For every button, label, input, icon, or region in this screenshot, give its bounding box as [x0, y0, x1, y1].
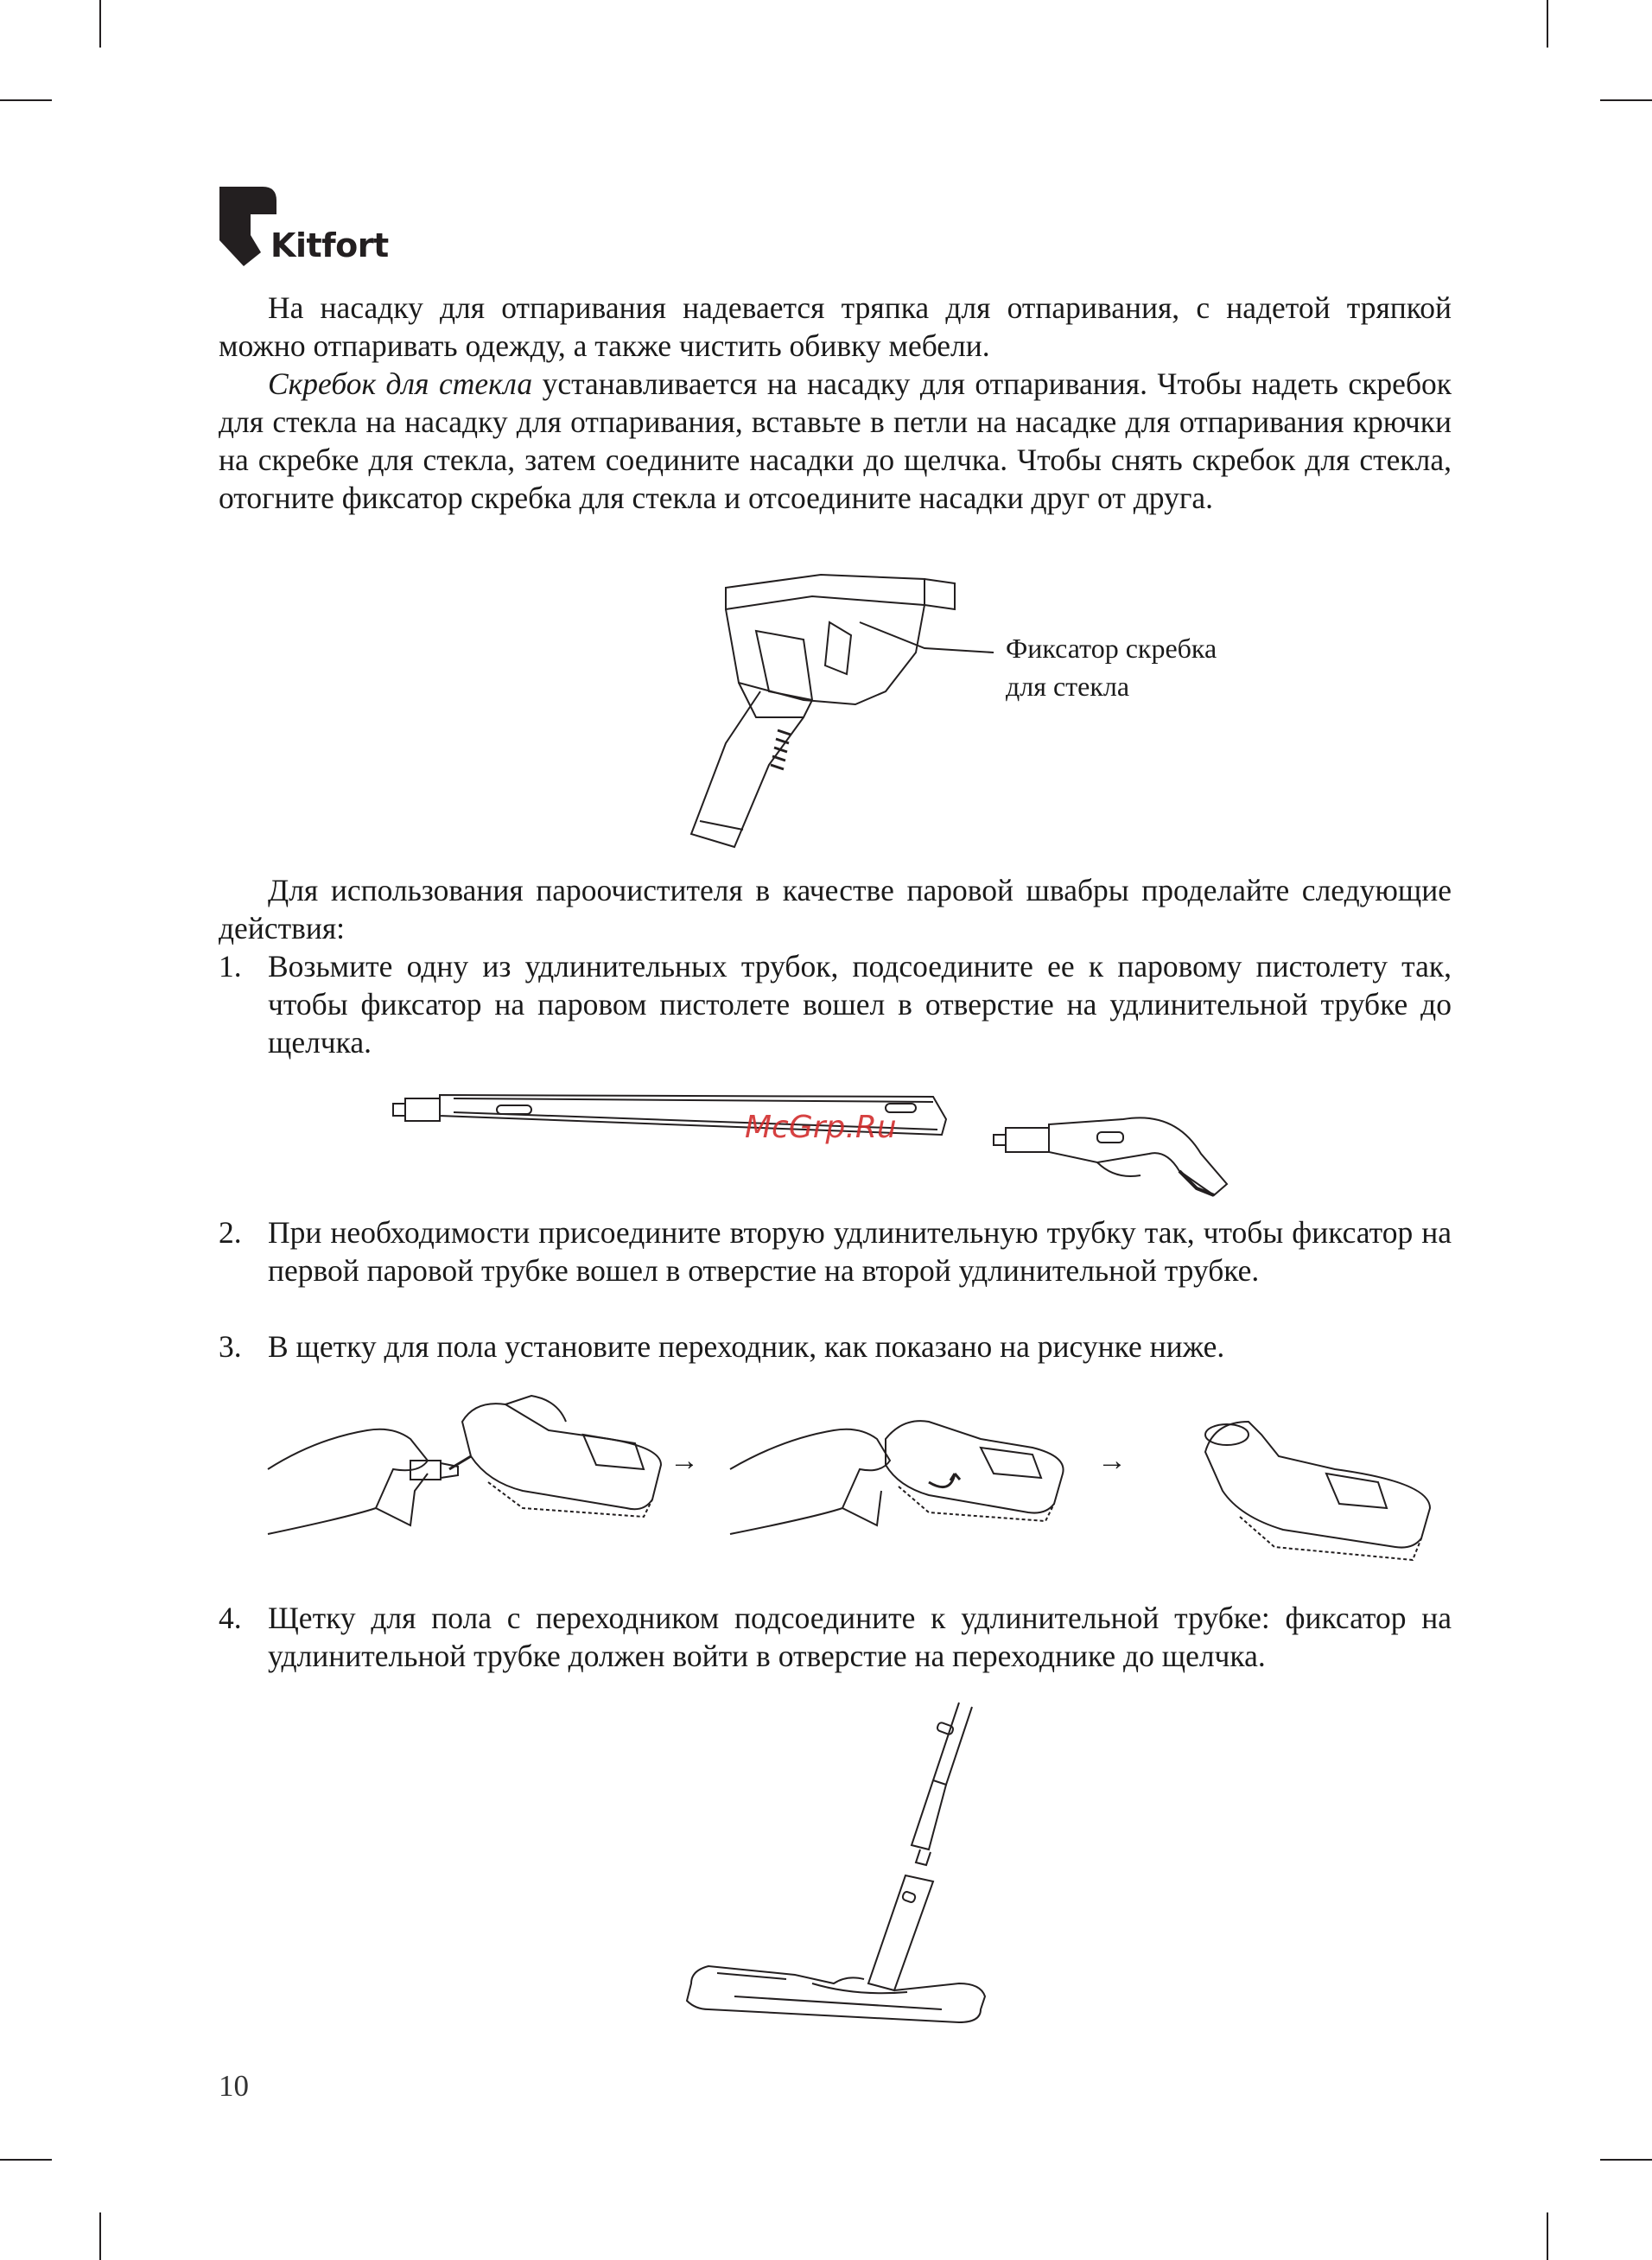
- logo-text: Kitfort: [270, 226, 389, 264]
- crop-mark: [1547, 2212, 1548, 2260]
- list-item-text: Возьмите одну из удлинительных трубок, подсоедините ее к паровому пистолету так, чтобы фиксатор на паровом пистолете вошел в отверстие на удлинительной трубке до щелчка.: [268, 949, 1452, 1060]
- paragraph-glass-scraper: [219, 365, 1452, 517]
- mop-assembly-drawing: [683, 1698, 1045, 2027]
- figure-mop-assembly: [683, 1698, 1045, 2027]
- crop-mark: [1600, 99, 1652, 101]
- list-item-text: Щетку для пола с переходником подсоедините к удлинительной трубке: фиксатор на удлинительной трубке должен войти в отверстие на переходнике до щелчка.: [268, 1601, 1452, 1673]
- list-item-number: 4.: [219, 1601, 242, 1635]
- list-item-text: В щетку для пола установите переходник, как показано на рисунке ниже.: [268, 1329, 1225, 1364]
- page-number: 10: [219, 2069, 249, 2103]
- crop-mark: [1547, 0, 1548, 48]
- figure-caption: [1006, 629, 1217, 705]
- extension-tube-drawing: [389, 1085, 1296, 1206]
- list-item-number: 2.: [219, 1215, 242, 1250]
- glass-scraper-drawing: [674, 570, 1002, 864]
- adapter-installation-drawing: [264, 1387, 1456, 1569]
- caption-line-1: Фиксатор скребка: [1006, 633, 1217, 664]
- figure-adapter-installation: [264, 1387, 1456, 1569]
- crop-mark: [0, 99, 52, 101]
- caption-line-2: для стекла: [1006, 671, 1130, 702]
- paragraph-steam-mop-intro: Для использования пароочистителя в качестве паровой швабры проделайте следующие действия:: [219, 873, 1452, 945]
- crop-mark: [1600, 2159, 1652, 2161]
- figure-extension-tube: [389, 1085, 1296, 1206]
- list-item-number: 3.: [219, 1329, 242, 1364]
- paragraph-glass-scraper-text: устанавливается на насадку для отпаривания. Чтобы надеть скребок для стекла на насадку для отпаривания, вставьте в петли на насадке для отпаривания крючки на скребке для стекла, затем соедините насадки до щелчка. Чтобы снять скребок для стекла, отогните фиксатор скребка для стекла и отсоедините насадки друг от друга.: [219, 366, 1452, 515]
- kitfort-logo-mark-icon: [218, 185, 278, 268]
- list-item-text: При необходимости присоедините вторую удлинительную трубку так, чтобы фиксатор на первой паровой трубке вошел в отверстие на второй удлинительной трубке.: [268, 1215, 1452, 1288]
- paragraph-steam-cloth: На насадку для отпаривания надевается тряпка для отпаривания, с надетой тряпкой можно отпаривать одежду, а также чистить обивку мебели.: [219, 290, 1452, 363]
- crop-mark: [99, 0, 101, 48]
- crop-mark: [99, 2212, 101, 2260]
- term-glass-scraper: Скребок для стекла: [268, 366, 533, 401]
- crop-mark: [0, 2159, 52, 2161]
- list-item-number: 1.: [219, 949, 242, 984]
- arrow-icon: →: [670, 1445, 699, 1477]
- figure-glass-scraper: [674, 570, 1002, 864]
- arrow-icon: →: [1097, 1445, 1127, 1477]
- watermark: McGrp.Ru: [745, 1110, 897, 1145]
